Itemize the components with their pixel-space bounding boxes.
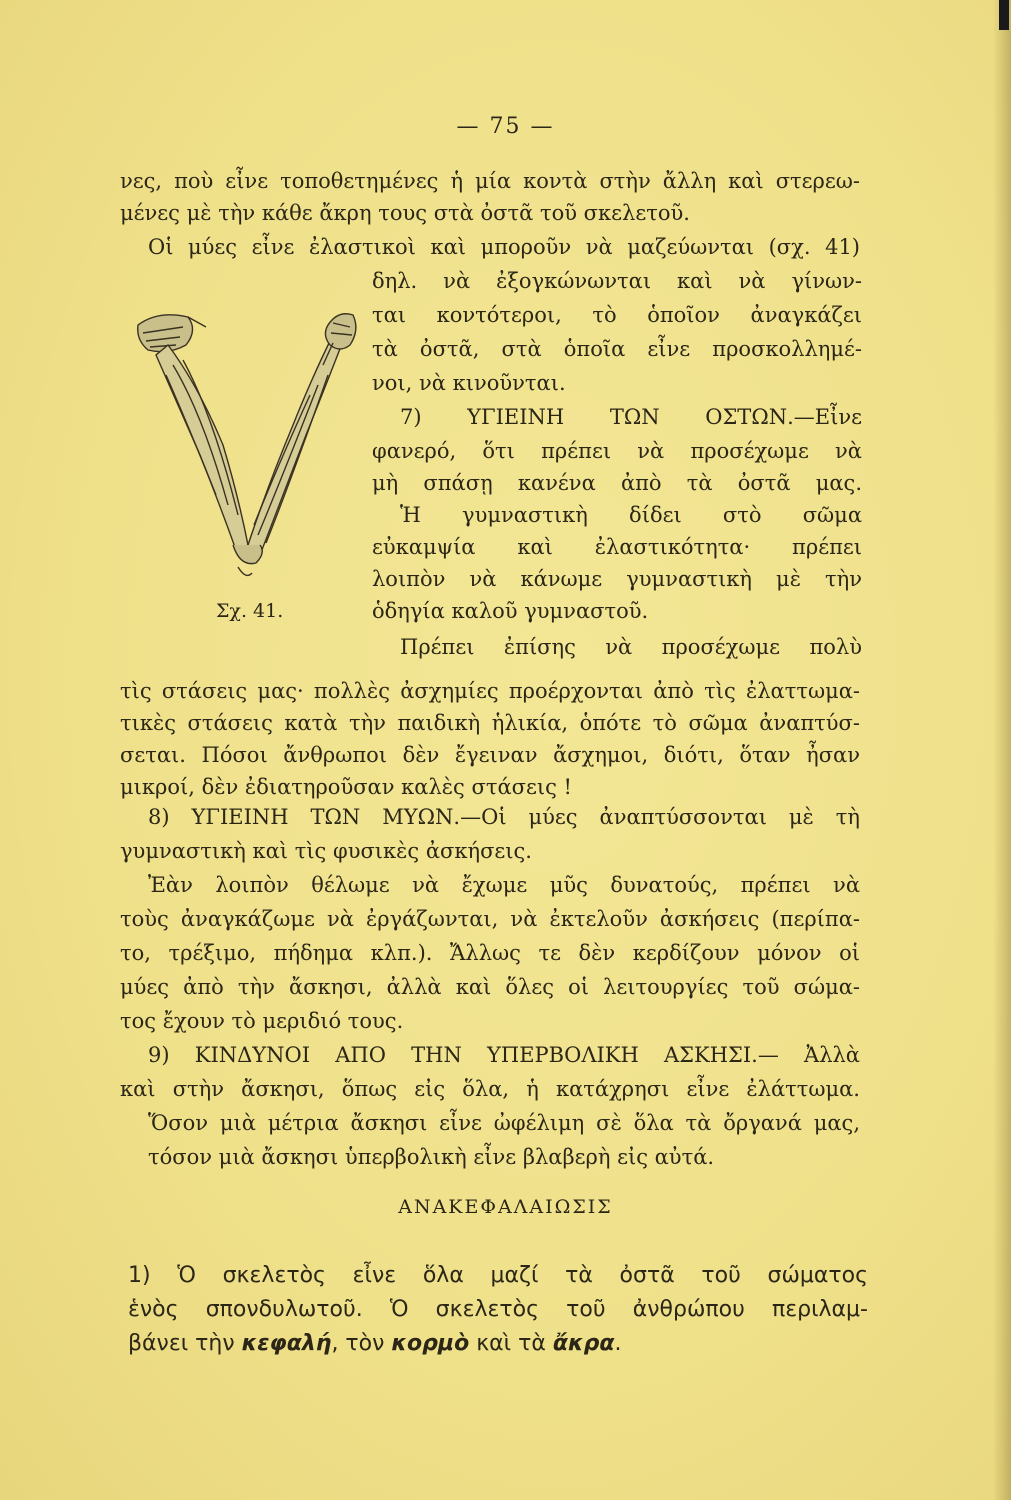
summary-text: . <box>614 1331 622 1356</box>
text-line: το, τρέξιμο, πήδημα κλπ.). Ἄλλως τε δὲν κερδίζουν μόνον οἱ <box>120 941 860 965</box>
section-heading-muscles: 8) ΥΓΙΕΙΝΗ ΤΩΝ ΜΥΩΝ.—Οἱ μύες ἀναπτύσσονται μὲ τὴ <box>148 805 860 829</box>
summary-line: 1) Ὁ σκελετὸς εἶνε ὅλα μαζί τὰ ὀστᾶ τοῦ σώματος <box>128 1263 868 1288</box>
text-line: Ὅσον μιὰ μέτρια ἄσκησι εἶνε ὠφέλιμη σὲ ὅλα τὰ ὄργανά μας, <box>148 1111 860 1135</box>
term-limbs: ἄκρα <box>552 1331 615 1356</box>
text-line: τικὲς στάσεις κατὰ τὴν παιδικὴ ἡλικία, ὁπότε τὸ σῶμα ἀναπτύσ- <box>120 711 860 735</box>
summary-text: βάνει τὴν <box>128 1331 235 1356</box>
text-line: τὶς στάσεις μας· πολλὲς ἀσχημίες προέρχονται ἀπὸ τὶς ἐλαττωμα- <box>120 679 860 703</box>
page-edge-shadow <box>993 0 1011 1500</box>
summary-text: , τὸν <box>331 1331 385 1356</box>
text-line: τὰ ὀστᾶ, στὰ ὁποῖα εἶνε προσκολλημέ- <box>372 337 862 361</box>
text-line: μύες ἀπὸ τὴν ἄσκησι, ἀλλὰ καὶ ὅλες οἱ λειτουργίες τοῦ σώμα- <box>120 975 860 999</box>
figure-caption: Σχ. 41. <box>216 600 284 622</box>
section-heading-dangers: 9) ΚΙΝΔΥΝΟΙ ΑΠΟ ΤΗΝ ΥΠΕΡΒΟΛΙΚΗ ΑΣΚΗΣΙ.— Ἀλλὰ <box>148 1043 860 1067</box>
text-line: ται κοντότεροι, τὸ ὁποῖον ἀναγκάζει <box>372 303 862 327</box>
corner-mark <box>999 0 1009 30</box>
text-line: δηλ. νὰ ἐξογκώνωνται καὶ νὰ γίνων- <box>372 269 862 293</box>
text-line: μὴ σπάσῃ κανένα ἀπὸ τὰ ὀστᾶ μας. <box>372 471 862 495</box>
text-line: καὶ στὴν ἄσκησι, ὅπως εἰς ὅλα, ἡ κατάχρησι εἶνε ἐλάττωμα. <box>120 1077 860 1101</box>
text-line: νοι, νὰ κινοῦνται. <box>372 371 566 395</box>
text-line: τόσον μιὰ ἄσκησι ὑπερβολικὴ εἶνε βλαβερὴ εἰς αὐτά. <box>148 1145 715 1169</box>
term-trunk: κορμὸ <box>391 1331 470 1356</box>
section-heading-bones: 7) ΥΓΙΕΙΝΗ ΤΩΝ ΟΣΤΩΝ.—Εἶνε <box>400 405 862 429</box>
text-line: σεται. Πόσοι ἄνθρωποι δὲν ἔγειναν ἄσχημοι, διότι, ὅταν ἦσαν <box>120 743 860 767</box>
text-line: Πρέπει ἐπίσης νὰ προσέχωμε πολὺ <box>400 635 862 659</box>
text-line: λοιπὸν νὰ κάνωμε γυμναστικὴ μὲ τὴν <box>372 567 862 591</box>
arm-muscle-figure <box>128 305 368 595</box>
summary-line-terms <box>128 1330 621 1358</box>
page-number: — 75 — <box>456 114 555 139</box>
term-head: κεφαλή <box>241 1331 332 1356</box>
text-line: φανερό, ὅτι πρέπει νὰ προσέχωμε νὰ <box>372 439 862 463</box>
text-line: Ἐὰν λοιπὸν θέλωμε νὰ ἔχωμε μῦς δυνατούς, πρέπει νὰ <box>148 873 860 897</box>
text-line: Ἡ γυμναστικὴ δίδει στὸ σῶμα <box>400 503 862 527</box>
text-line: γυμναστικὴ καὶ τὶς φυσικὲς ἀσκήσεις. <box>120 839 532 863</box>
text-line: τος ἔχουν τὸ μεριδιό τους. <box>120 1009 404 1033</box>
text-line: Οἱ μύες εἶνε ἐλαστικοὶ καὶ μποροῦν νὰ μαζεύωνται (σχ. 41) <box>148 235 860 259</box>
text-line: μένες μὲ τὴν κάθε ἄκρη τους στὰ ὀστᾶ τοῦ σκελετοῦ. <box>120 201 690 225</box>
summary-text: καὶ τὰ <box>476 1331 546 1356</box>
summary-line: ἑνὸς σπονδυλωτοῦ. Ὁ σκελετὸς τοῦ ἀνθρώπου περιλαμ- <box>128 1297 868 1322</box>
text-line: ὁδηγία καλοῦ γυμναστοῦ. <box>372 599 649 623</box>
text-line: εὐκαμψία καὶ ἐλαστικότητα· πρέπει <box>372 535 862 559</box>
summary-heading: ΑΝΑΚΕΦΑΛΑΙΩΣΙΣ <box>398 1196 613 1218</box>
text-line: μικροί, δὲν ἐδιατηροῦσαν καλὲς στάσεις ! <box>120 775 572 799</box>
text-line: νες, ποὺ εἶνε τοποθετημένες ἡ μία κοντὰ στὴν ἄλλη καὶ στερεω- <box>120 169 860 193</box>
text-line: τοὺς ἀναγκάζωμε νὰ ἐργάζωνται, νὰ ἐκτελοῦν ἀσκήσεις (περίπα- <box>120 907 860 931</box>
